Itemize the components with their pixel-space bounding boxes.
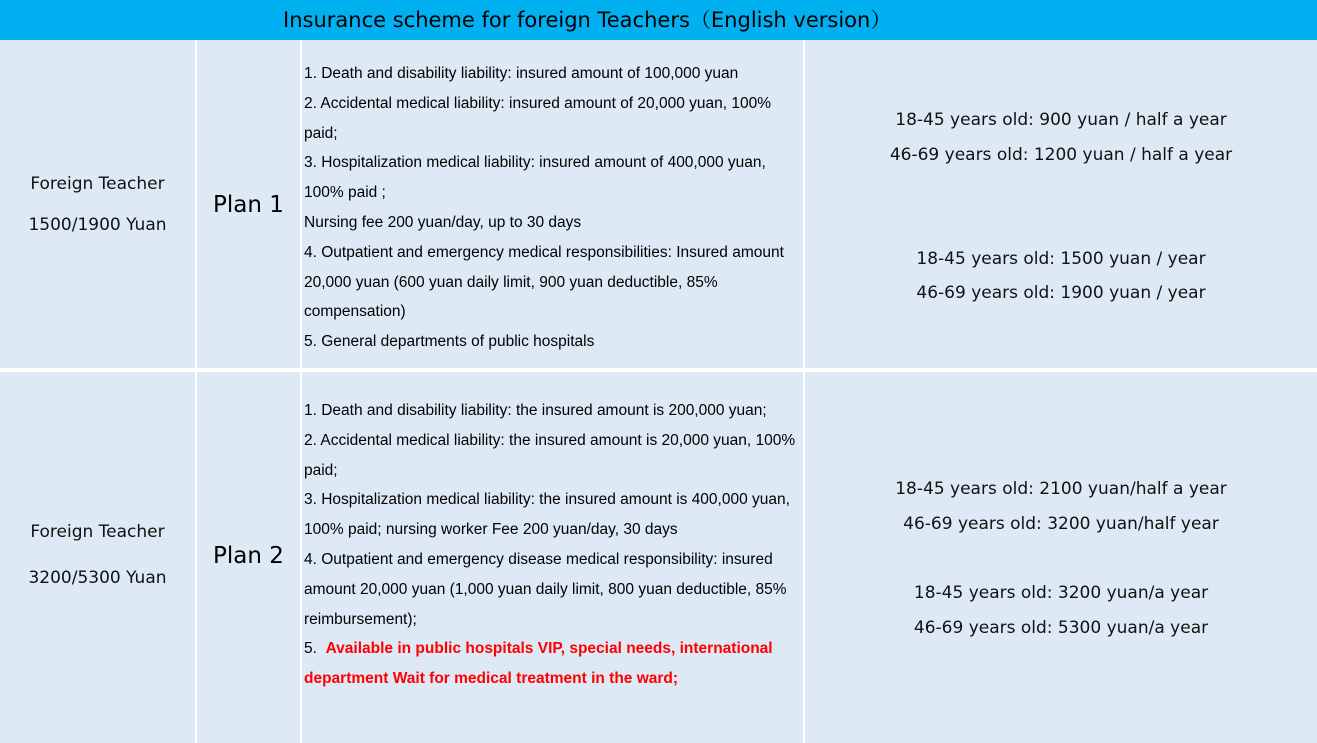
price-year-young: 18-45 years old: 1500 yuan / year — [916, 249, 1206, 269]
price-half-year-senior: 46-69 years old: 1200 yuan / half a year — [889, 145, 1233, 165]
teacher-cell — [0, 40, 195, 368]
coverage-cell — [302, 372, 803, 743]
teacher-price-range: 1500/1900 Yuan — [28, 215, 167, 235]
coverage-item: 3. Hospitalization medical liability: the insured amount is 400,000 yuan, 100% paid; nursing worker Fee 200 yuan/day, 30 days — [304, 491, 790, 539]
coverage-details — [304, 396, 799, 694]
price-year-senior: 46-69 years old: 1900 yuan / year — [916, 283, 1206, 303]
plan-cell — [197, 40, 300, 368]
title-bar — [0, 0, 1317, 40]
price-cell — [805, 40, 1317, 368]
coverage-item: 1. Death and disability liability: the insured amount is 200,000 yuan; — [304, 402, 767, 419]
teacher-label: Foreign Teacher — [30, 522, 165, 542]
coverage-item: 4. Outpatient and emergency disease medical responsibility: insured amount 20,000 yuan (1,000 yuan daily limit, 800 yuan deductible, 85% reimbursement); — [304, 550, 787, 628]
coverage-item: Nursing fee 200 yuan/day, up to 30 days — [304, 213, 582, 231]
coverage-item: 2. Accidental medical liability: insured amount of 20,000 yuan, 100% paid; — [304, 94, 772, 142]
plan-cell — [197, 372, 300, 743]
coverage-item: 2. Accidental medical liability: the insured amount is 20,000 yuan, 100% paid; — [304, 431, 796, 479]
highlight-text: Available in public hospitals VIP, special needs, international department Wait for medical treatment in the ward; — [304, 640, 773, 688]
teacher-price-range: 3200/5300 Yuan — [28, 568, 167, 588]
coverage-item-highlight — [304, 634, 799, 694]
page-title: Insurance scheme for foreign Teachers（English version） — [283, 8, 892, 32]
plan-label: Plan 1 — [213, 192, 284, 218]
plan-row-1 — [0, 40, 1317, 368]
price-half-year-senior: 46-69 years old: 3200 yuan/half year — [903, 514, 1219, 534]
coverage-item-number: 5. — [304, 640, 317, 658]
plan-label: Plan 2 — [213, 543, 284, 569]
price-cell — [805, 372, 1317, 743]
coverage-item: 4. Outpatient and emergency medical responsibilities: Insured amount 20,000 yuan (600 yuan daily limit, 900 yuan deductible, 85% compensation) — [304, 243, 784, 321]
price-year-senior: 46-69 years old: 5300 yuan/a year — [913, 618, 1209, 638]
coverage-item: 3. Hospitalization medical liability: insured amount of 400,000 yuan, 100% paid ; — [304, 154, 766, 202]
price-year-young: 18-45 years old: 3200 yuan/a year — [913, 583, 1209, 603]
coverage-details — [304, 59, 799, 357]
coverage-item: 1. Death and disability liability: insured amount of 100,000 yuan — [304, 65, 739, 82]
coverage-item: 5. General departments of public hospitals — [304, 333, 595, 351]
plan-row-2 — [0, 372, 1317, 743]
price-half-year-young: 18-45 years old: 2100 yuan/half a year — [895, 479, 1227, 499]
teacher-cell — [0, 372, 195, 743]
coverage-cell — [302, 40, 803, 368]
teacher-label: Foreign Teacher — [30, 174, 165, 194]
price-half-year-young: 18-45 years old: 900 yuan / half a year — [895, 110, 1227, 130]
